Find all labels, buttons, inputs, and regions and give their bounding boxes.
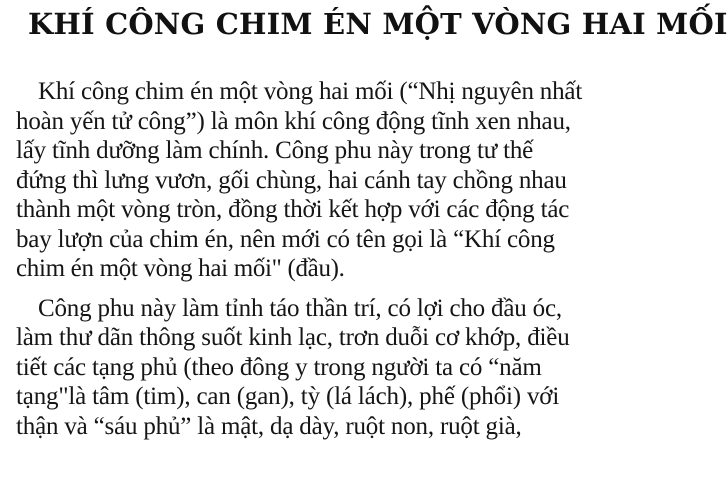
- paragraph-2: [16, 294, 716, 440]
- text-line: hoàn yến tử công”) là môn khí công động tĩnh xen nhau,: [16, 107, 571, 135]
- text-line: bay lượn của chim én, nên mới có tên gọi là “Khí công: [16, 225, 555, 253]
- text-line: thành một vòng tròn, đồng thời kết hợp với các động tác: [16, 196, 570, 223]
- text-line: lấy tĩnh dưỡng làm chính. Công phu này trong tư thế: [16, 137, 534, 164]
- paragraph-1: [16, 77, 716, 284]
- text-line: làm thư dãn thông suốt kinh lạc, trơn duỗi cơ khớp, điều: [16, 324, 570, 351]
- text-line-cut-off: thận và “sáu phủ” là mật, dạ dày, ruột non, ruột già,: [16, 412, 522, 440]
- article-body: [16, 77, 716, 440]
- text-line: tạng"là tâm (tim), can (gan), tỳ (lá lách), phế (phổi) với: [16, 383, 560, 410]
- text-line: Công phu này làm tỉnh táo thần trí, có lợi cho đầu óc,: [38, 294, 562, 322]
- text-line: chim én một vòng hai mối" (đầu).: [16, 255, 345, 282]
- text-line: tiết các tạng phủ (theo đông y trong người ta có “năm: [16, 353, 542, 381]
- text-line: Khí công chim én một vòng hai mối (“Nhị nguyên nhất: [38, 78, 583, 105]
- text-line: đứng thì lưng vươn, gối chùng, hai cánh tay chồng nhau: [16, 166, 567, 194]
- page-title: KHÍ CÔNG CHIM ÉN MỘT VÒNG HAI MỐI: [28, 7, 728, 41]
